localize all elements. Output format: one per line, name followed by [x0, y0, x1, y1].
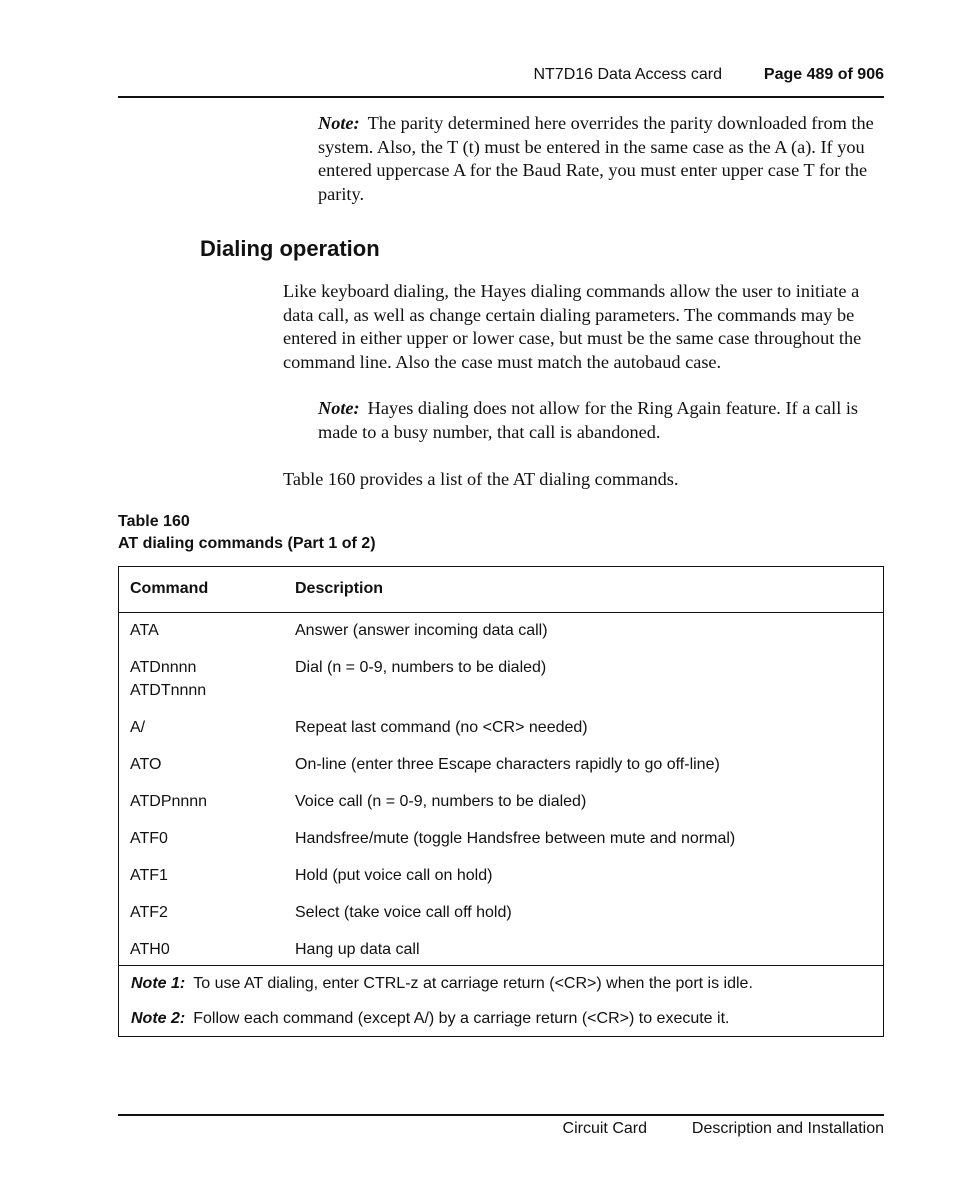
note-label: Note:	[318, 113, 360, 133]
command-cell: ATA	[130, 622, 159, 639]
description-cell: On-line (enter three Escape characters rapidly to go off-line)	[295, 756, 720, 773]
note-label: Note 1:	[131, 975, 186, 992]
table-row	[119, 864, 883, 887]
page-footer	[118, 1114, 884, 1137]
footer-left: Circuit Card	[562, 1120, 647, 1137]
table-note	[131, 972, 883, 995]
table-row	[119, 938, 883, 961]
section-heading: Dialing operation	[200, 236, 380, 261]
note-text: Follow each command (except A/) by a carriage return (<CR>) to execute it.	[193, 1010, 730, 1027]
description-cell: Hold (put voice call on hold)	[295, 867, 493, 884]
table-reference: Table 160 provides a list of the AT dialing commands.	[283, 469, 679, 489]
document-title: NT7D16 Data Access card	[533, 66, 722, 83]
table-title: AT dialing commands (Part 1 of 2)	[118, 535, 376, 552]
table-row	[119, 827, 883, 850]
table-row	[119, 619, 883, 642]
table-row	[119, 656, 883, 702]
description-cell: Select (take voice call off hold)	[295, 904, 512, 921]
header-description: Description	[295, 580, 384, 597]
command-cell: ATO	[130, 756, 162, 773]
note-text: Hayes dialing does not allow for the Ring Again feature. If a call is made to a busy number, that call is abandoned.	[318, 398, 859, 442]
header-command: Command	[130, 580, 209, 597]
table-body	[119, 613, 883, 966]
footer-right: Description and Installation	[691, 1120, 884, 1137]
ring-again-note	[318, 397, 884, 444]
table-header	[119, 567, 883, 613]
page-header	[118, 66, 884, 98]
description-cell: Repeat last command (no <CR> needed)	[295, 719, 588, 736]
description-cell: Answer (answer incoming data call)	[295, 622, 548, 639]
description-cell: Dial (n = 0-9, numbers to be dialed)	[295, 659, 547, 676]
command-cell: ATF2	[130, 904, 168, 921]
command-cell: ATF0	[130, 830, 168, 847]
table-number: Table 160	[118, 513, 190, 530]
parity-note	[318, 112, 884, 206]
table-row	[119, 790, 883, 813]
table-row	[119, 716, 883, 739]
table-row	[119, 901, 883, 924]
description-cell: Handsfree/mute (toggle Handsfree between mute and normal)	[295, 830, 736, 847]
table-note	[131, 1007, 883, 1030]
command-cell: A/	[130, 719, 146, 736]
section-paragraph: Like keyboard dialing, the Hayes dialing commands allow the user to initiate a data call, as well as change certain dialing parameters. The commands may be entered in either upper or lower case, but must be the same case throughout the command line. Also the case must match the autobaud case.	[283, 281, 862, 372]
table-notes	[119, 966, 883, 1036]
table-caption	[118, 511, 376, 555]
note-label: Note:	[318, 398, 360, 418]
command-cell: ATF1	[130, 867, 168, 884]
note-text: The parity determined here overrides the parity downloaded from the system. Also, the T (t) must be entered in the same case as the A (a). If you entered uppercase A for the Baud Rate, you must enter upper case T for the parity.	[318, 113, 874, 204]
note-text: To use AT dialing, enter CTRL-z at carriage return (<CR>) when the port is idle.	[193, 975, 753, 992]
command-cell: ATH0	[130, 941, 170, 958]
at-commands-table	[118, 566, 884, 1037]
command-cell: ATDnnnn ATDTnnnn	[130, 659, 207, 699]
description-cell: Voice call (n = 0-9, numbers to be dialed)	[295, 793, 587, 810]
note-label: Note 2:	[131, 1010, 186, 1027]
page-number: Page 489 of 906	[763, 66, 884, 83]
description-cell: Hang up data call	[295, 941, 420, 958]
command-cell: ATDPnnnn	[130, 793, 208, 810]
table-row	[119, 753, 883, 776]
